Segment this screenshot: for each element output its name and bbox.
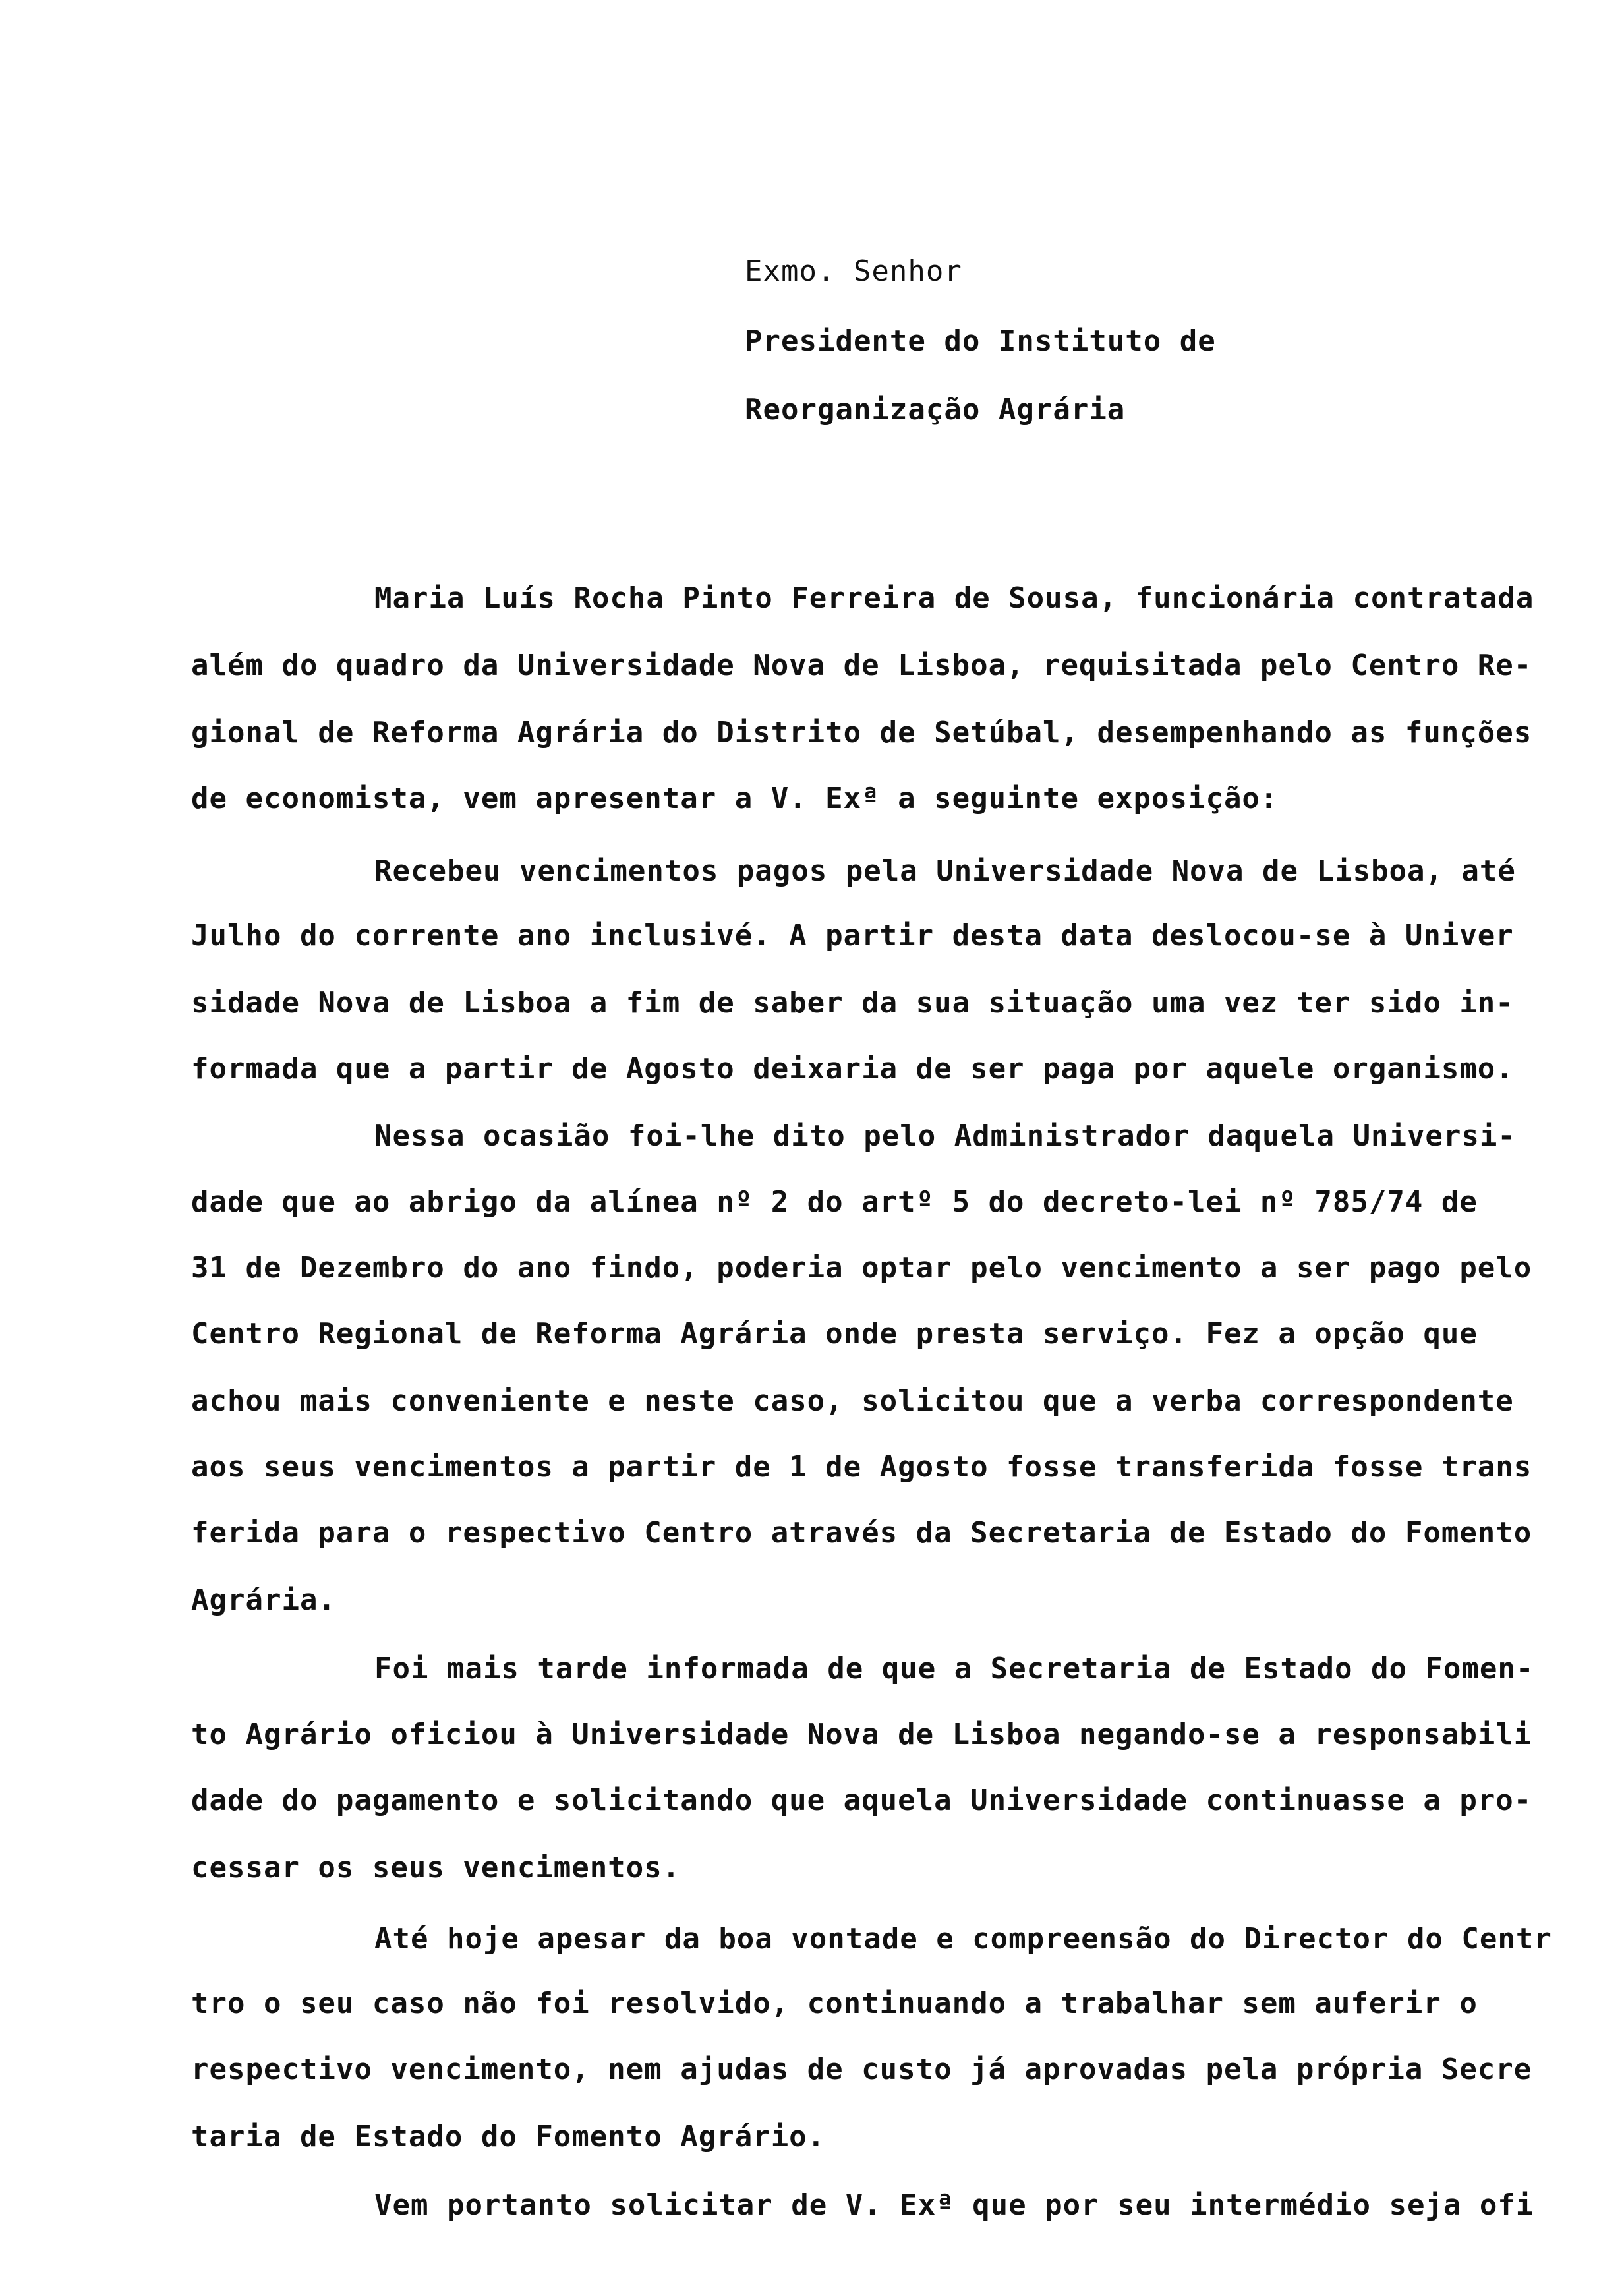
paragraph-3-line-8: Agrária.: [191, 1583, 336, 1617]
paragraph-3-line-4: Centro Regional de Reforma Agrária onde presta serviço. Fez a opção que: [191, 1317, 1478, 1351]
paragraph-5-line-2: tro o seu caso não foi resolvido, continuando a trabalhar sem auferir o: [191, 1987, 1478, 2020]
paragraph-4-line-3: dade do pagamento e solicitando que aquela Universidade continuasse a pro-: [191, 1784, 1532, 1817]
paragraph-4-line-1: Foi mais tarde informada de que a Secretaria de Estado do Fomen-: [374, 1652, 1534, 1685]
paragraph-1-line-1: Maria Luís Rocha Pinto Ferreira de Sousa, funcionária contratada: [374, 581, 1534, 615]
paragraph-2-line-3: sidade Nova de Lisboa a fim de saber da sua situação uma vez ter sido in-: [191, 986, 1514, 1020]
paragraph-5-line-4: taria de Estado do Fomento Agrário.: [191, 2120, 826, 2153]
paragraph-2-line-2: Julho do corrente ano inclusivé. A partir desta data deslocou-se à Univer: [191, 919, 1514, 952]
paragraph-2-line-1: Recebeu vencimentos pagos pela Universidade Nova de Lisboa, até: [374, 854, 1516, 888]
paragraph-1-line-2: além do quadro da Universidade Nova de Lisboa, requisitada pelo Centro Re-: [191, 649, 1532, 682]
paragraph-3-line-2: dade que ao abrigo da alínea nº 2 do artº 5 do decreto-lei nº 785/74 de: [191, 1185, 1478, 1219]
addressee-line-1: Presidente do Instituto de: [745, 324, 1216, 358]
paragraph-2-line-4: formada que a partir de Agosto deixaria de ser paga por aquele organismo.: [191, 1052, 1514, 1086]
paragraph-4-line-2: to Agrário oficiou à Universidade Nova de Lisboa negando-se a responsabili: [191, 1718, 1532, 1751]
paragraph-1-line-4: de economista, vem apresentar a V. Exª a seguinte exposição:: [191, 782, 1279, 815]
paragraph-5-line-1: Até hoje apesar da boa vontade e compreensão do Director do Centr: [374, 1922, 1552, 1956]
addressee-line-2: Reorganização Agrária: [745, 393, 1126, 426]
paragraph-3-line-7: ferida para o respectivo Centro através da Secretaria de Estado do Fomento: [191, 1516, 1532, 1550]
salutation: Exmo. Senhor: [745, 254, 962, 288]
paragraph-3-line-3: 31 de Dezembro do ano findo, poderia optar pelo vencimento a ser pago pelo: [191, 1251, 1532, 1285]
paragraph-4-line-4: cessar os seus vencimentos.: [191, 1851, 681, 1884]
paragraph-6-line-1: Vem portanto solicitar de V. Exª que por seu intermédio seja ofi: [374, 2188, 1534, 2222]
paragraph-3-line-1: Nessa ocasião foi-lhe dito pelo Administrador daquela Universi-: [374, 1119, 1516, 1153]
paragraph-5-line-3: respectivo vencimento, nem ajudas de custo já aprovadas pela própria Secre: [191, 2053, 1532, 2086]
paragraph-3-line-6: aos seus vencimentos a partir de 1 de Agosto fosse transferida fosse trans: [191, 1450, 1532, 1484]
paragraph-3-line-5: achou mais conveniente e neste caso, solicitou que a verba correspondente: [191, 1384, 1514, 1418]
paragraph-1-line-3: gional de Reforma Agrária do Distrito de Setúbal, desempenhando as funções: [191, 716, 1532, 749]
